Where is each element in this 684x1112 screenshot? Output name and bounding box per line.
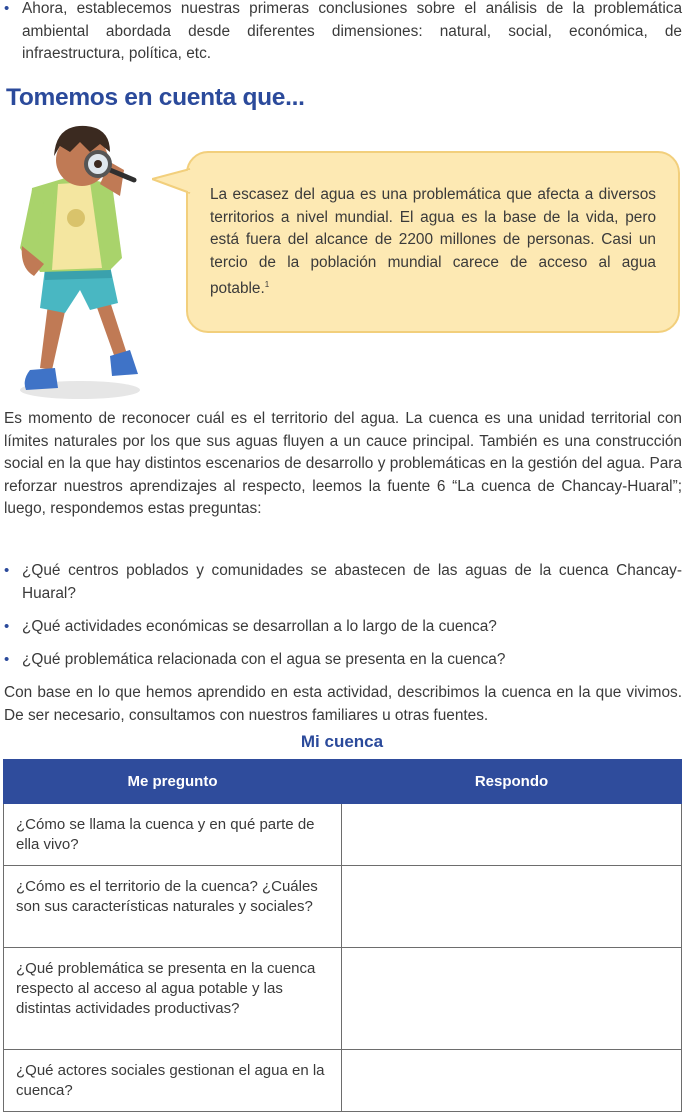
answer-cell[interactable]	[342, 948, 682, 1050]
paragraph-describimos-cuenca: Con base en lo que hemos aprendido en esta actividad, describimos la cuenca en la que vivimos. De ser necesario, consultamos con nuestros familiares u otras fuentes.	[4, 684, 682, 724]
bullet-dot-icon: •	[4, 618, 10, 635]
question-cell: ¿Qué actores sociales gestionan el agua en la cuenca?	[4, 1050, 342, 1112]
speech-bubble-tail	[152, 167, 192, 197]
column-header-me-pregunto: Me pregunto	[4, 760, 342, 804]
intro-bullet	[4, 0, 682, 66]
table-row	[4, 1050, 682, 1112]
question-cell: ¿Cómo se llama la cuenca y en qué parte de ella vivo?	[4, 804, 342, 866]
table-row	[4, 948, 682, 1050]
question-bullet	[4, 616, 682, 639]
question-text: ¿Qué centros poblados y comunidades se abastecen de las aguas de la cuenca Chancay-Huaral?	[22, 562, 682, 602]
question-cell: ¿Qué problemática se presenta en la cuenca respecto al acceso al agua potable y las distintas actividades productivas?	[4, 948, 342, 1050]
answer-cell[interactable]	[342, 1050, 682, 1112]
answer-cell[interactable]	[342, 866, 682, 948]
bullet-dot-icon: •	[4, 562, 10, 579]
question-text: ¿Qué problemática relacionada con el agua se presenta en la cuenca?	[22, 651, 506, 668]
question-bullet	[4, 560, 682, 605]
table-row	[4, 866, 682, 948]
table-row	[4, 804, 682, 866]
bullet-dot-icon: •	[4, 0, 10, 17]
answer-cell[interactable]	[342, 804, 682, 866]
table-title: Mi cuenca	[300, 732, 384, 751]
question-text: ¿Qué actividades económicas se desarrollan a lo largo de la cuenca?	[22, 618, 497, 635]
table-header-row	[4, 760, 682, 804]
bullet-dot-icon: •	[4, 651, 10, 668]
column-header-respondo: Respondo	[342, 760, 682, 804]
intro-bullet-text: Ahora, establecemos nuestras primeras conclusiones sobre el análisis de la problemática ambiental abordada desde diferentes dimensiones: natural, social, económica, de infraestructura, política, etc.	[22, 0, 682, 63]
speech-bubble-text	[210, 184, 656, 301]
section-heading: Tomemos en cuenta que...	[6, 84, 305, 111]
speech-bubble-body: La escasez del agua es una problemática que afecta a diversos territorios a nivel mundial. El agua es la base de la vida, pero está fuera del alcance de 2200 millones de personas. Casi un tercio de la población mundial carece de acceso al agua potable.	[210, 186, 656, 298]
boy-with-magnifying-glass-illustration	[10, 118, 190, 403]
question-bullet	[4, 649, 682, 672]
question-cell: ¿Cómo es el territorio de la cuenca? ¿Cuáles son sus características naturales y sociales?	[4, 866, 342, 948]
paragraph-territorio-agua: Es momento de reconocer cuál es el territorio del agua. La cuenca es una unidad territorial con límites naturales por los que sus aguas fluyen a un cauce principal. También es una construcción social en la que hay distintos escenarios de desarrollo y problemáticas en la gestión del agua. Para reforzar nuestros aprendizajes al respecto, leemos la fuente 6 “La cuenca de Chancay-Huaral”; luego, respondemos estas preguntas:	[4, 410, 682, 518]
footnote-mark: 1	[264, 280, 270, 290]
mi-cuenca-table	[3, 759, 682, 1112]
